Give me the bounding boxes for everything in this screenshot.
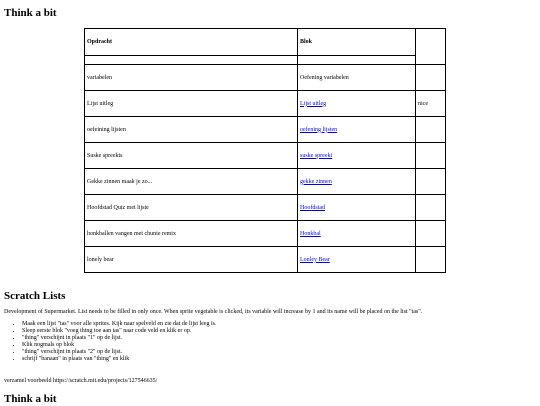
header-opdracht: Opdracht xyxy=(85,29,298,56)
header-blok: Blok xyxy=(298,29,416,56)
table-header-row xyxy=(85,29,446,56)
list-item: • "thing" verschijnt in plaats "1" op de lijst. xyxy=(22,335,217,342)
spacer-cell xyxy=(298,56,416,65)
blok-cell xyxy=(298,247,416,273)
note-cell xyxy=(416,247,446,273)
note-cell xyxy=(416,221,446,247)
blok-cell xyxy=(298,117,416,143)
section-heading-think-a-bit-2: Think a bit xyxy=(4,393,57,405)
blok-link[interactable]: Hoofdstad xyxy=(300,204,325,211)
blok-link[interactable]: Honkbal xyxy=(300,230,321,237)
table-row xyxy=(85,221,446,247)
blok-cell xyxy=(298,195,416,221)
assignments-table xyxy=(84,28,446,273)
blok-link[interactable]: Lonley Bear xyxy=(300,256,330,263)
note-cell xyxy=(416,169,446,195)
steps-list xyxy=(4,321,217,363)
opdracht-cell: variabelen xyxy=(85,65,298,91)
blok-cell xyxy=(298,91,416,117)
blok-link[interactable]: oefening lijsten xyxy=(300,126,338,133)
note-cell xyxy=(416,195,446,221)
section-heading-scratch-lists: Scratch Lists xyxy=(4,290,66,302)
opdracht-cell: Gekke zinnen maak je zo... xyxy=(85,169,298,195)
list-item: • schrijf "banaan" in plaats van "thing" en klik xyxy=(22,356,217,363)
table-row xyxy=(85,247,446,273)
table-row xyxy=(85,117,446,143)
blok-link[interactable]: gekke zinnen xyxy=(300,178,332,185)
description-text: Development of Supermarket. List needs to be filled in only once. When sprite vegetable is clicked, its variable will increase by 1 and its name will be placed on the list "tas". xyxy=(4,309,423,315)
list-item: • "thing" verschijnt in plaats "2" op de lijst. xyxy=(22,349,217,356)
section-heading-think-a-bit: Think a bit xyxy=(4,7,57,19)
list-item: • Sleep eerste blok "voeg thing toe aan tas" naar code veld en klik er op. xyxy=(22,328,217,335)
opdracht-cell: lonely bear xyxy=(85,247,298,273)
blok-link[interactable]: suske spreekt xyxy=(300,152,333,159)
blok-cell xyxy=(298,221,416,247)
opdracht-cell: oefeining lijsten xyxy=(85,117,298,143)
table-row xyxy=(85,169,446,195)
blok-cell xyxy=(298,169,416,195)
opdracht-cell: Lijst uitleg xyxy=(85,91,298,117)
blok-cell: Oefening variabelen xyxy=(298,65,416,91)
note-cell: nice xyxy=(416,91,446,117)
table-row xyxy=(85,65,446,91)
header-extra xyxy=(416,29,446,65)
blok-cell xyxy=(298,143,416,169)
note-cell xyxy=(416,65,446,91)
table-row xyxy=(85,195,446,221)
spacer-cell xyxy=(85,56,298,65)
list-item: • Klik nogmals op blok xyxy=(22,342,217,349)
note-cell xyxy=(416,117,446,143)
table-row xyxy=(85,91,446,117)
note-cell xyxy=(416,143,446,169)
opdracht-cell: Hoofdstad Quiz met lijste xyxy=(85,195,298,221)
opdracht-cell: Suske spreekts xyxy=(85,143,298,169)
table-row xyxy=(85,143,446,169)
table-spacer-row xyxy=(85,56,446,65)
opdracht-cell: honkballen vangen met chunie remix xyxy=(85,221,298,247)
example-text: verzamel voorbeeld https://scratch.mit.edu/projects/127546635/ xyxy=(4,378,158,384)
list-item: • Maak een lijst "tas" voor alle sprites. Kijk naar spelveld en zie dat de lijst leeg is. xyxy=(22,321,217,328)
blok-link[interactable]: Lijst uitleg xyxy=(300,100,327,107)
